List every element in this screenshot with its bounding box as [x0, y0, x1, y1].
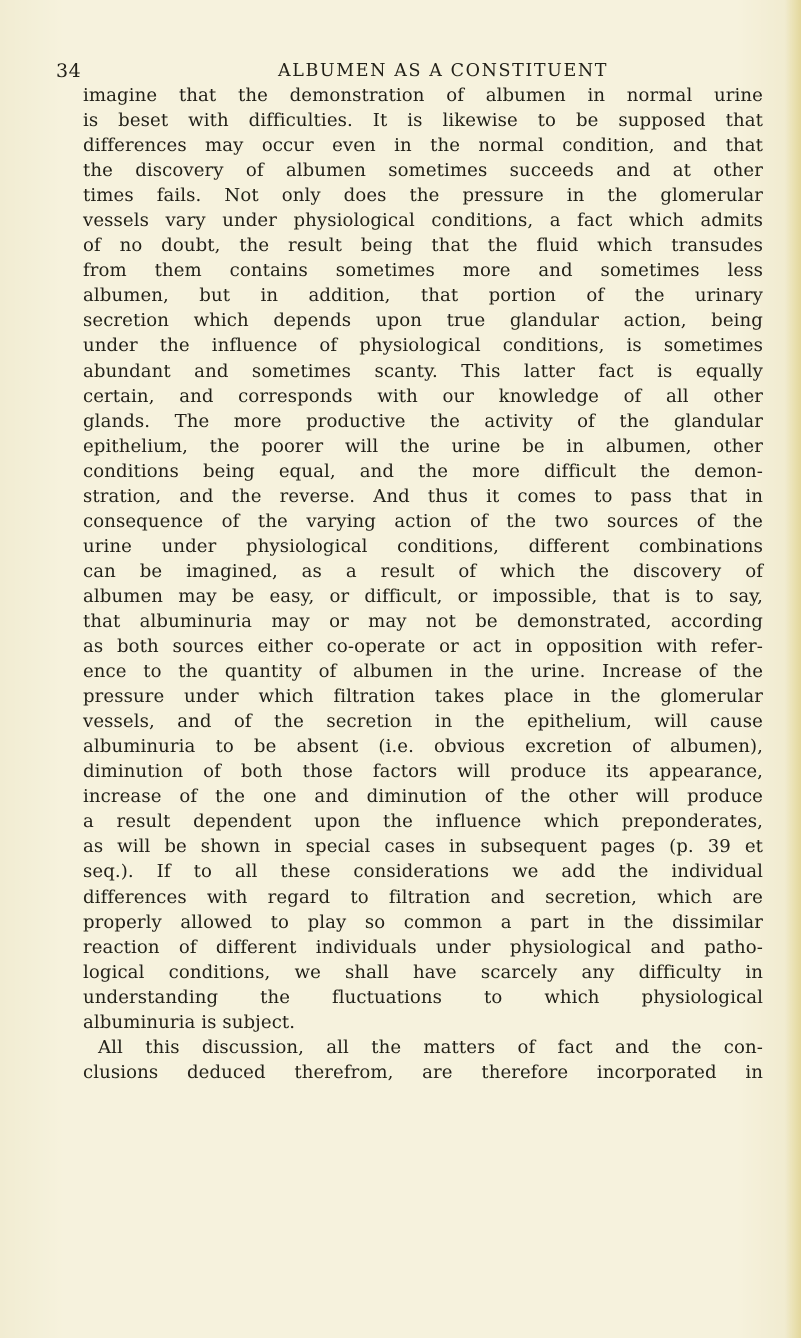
text-line: vessels, and of the secretion in the epithelium, will cause: [83, 711, 763, 733]
running-head: ALBUMEN AS A CONSTITUENT: [278, 61, 609, 81]
text-line: that albuminuria may or may not be demonstrated, according: [83, 610, 763, 632]
text-line: diminution of both those factors will produce its appearance,: [83, 761, 763, 783]
page-edge-shadow: [785, 0, 801, 1338]
text-line: seq.). If to all these considerations we add the individual: [83, 861, 763, 883]
text-line: epithelium, the poorer will the urine be in albumen, other: [83, 435, 763, 457]
text-line: abundant and sometimes scanty. This latter fact is equally: [83, 360, 763, 382]
text-line: can be imagined, as a result of which the discovery of: [83, 560, 763, 582]
text-line: secretion which depends upon true glandular action, being: [83, 310, 763, 332]
text-line: clusions deduced therefrom, are therefore incorporated in: [83, 1061, 763, 1083]
text-line: logical conditions, we shall have scarcely any difficulty in: [83, 961, 763, 983]
text-line: increase of the one and diminution of the other will produce: [83, 786, 763, 808]
text-line: albumen, but in addition, that portion of the urinary: [83, 285, 763, 307]
text-line: glands. The more productive the activity of the glandular: [83, 410, 763, 432]
text-line: ence to the quantity of albumen in the urine. Increase of the: [83, 661, 763, 683]
text-line: consequence of the varying action of the two sources of the: [83, 510, 763, 532]
text-line: the discovery of albumen sometimes succeeds and at other: [83, 160, 763, 182]
text-line: albuminuria to be absent (i.e. obvious excretion of albumen),: [83, 736, 763, 758]
text-line: under the influence of physiological conditions, is sometimes: [83, 335, 763, 357]
text-line: as both sources either co-operate or act in opposition with refer-: [83, 636, 763, 658]
text-line: reaction of different individuals under physiological and patho-: [83, 936, 763, 958]
text-line: a result dependent upon the influence which preponderates,: [83, 811, 763, 833]
body-text: [83, 83, 763, 1085]
text-line: as will be shown in special cases in subsequent pages (p. 39 et: [83, 836, 763, 858]
text-line: vessels vary under physiological conditions, a fact which admits: [83, 210, 763, 232]
page-number: 34: [56, 60, 82, 82]
text-line: conditions being equal, and the more difficult the demon-: [83, 460, 763, 482]
text-line: certain, and corresponds with our knowledge of all other: [83, 385, 763, 407]
text-line: All this discussion, all the matters of fact and the con-: [98, 1036, 763, 1058]
text-line: albuminuria is subject.: [83, 1011, 296, 1033]
text-line: differences may occur even in the normal condition, and that: [83, 135, 763, 157]
text-line: is beset with difficulties. It is likewise to be supposed that: [83, 110, 763, 132]
text-line: times fails. Not only does the pressure in the glomerular: [83, 185, 763, 207]
text-line: properly allowed to play so common a part in the dissimilar: [83, 911, 763, 933]
text-line: of no doubt, the result being that the fluid which transudes: [83, 235, 763, 257]
text-line: imagine that the demonstration of albumen in normal urine: [83, 85, 763, 106]
text-line: albumen may be easy, or difficult, or impossible, that is to say,: [83, 585, 763, 607]
text-line: understanding the fluctuations to which physiological: [83, 986, 763, 1008]
text-line: stration, and the reverse. And thus it comes to pass that in: [83, 485, 763, 507]
text-line: pressure under which filtration takes place in the glomerular: [83, 686, 763, 708]
text-line: from them contains sometimes more and sometimes less: [83, 260, 763, 282]
text-line: differences with regard to filtration and secretion, which are: [83, 886, 763, 908]
text-line: urine under physiological conditions, different combinations: [83, 535, 763, 557]
